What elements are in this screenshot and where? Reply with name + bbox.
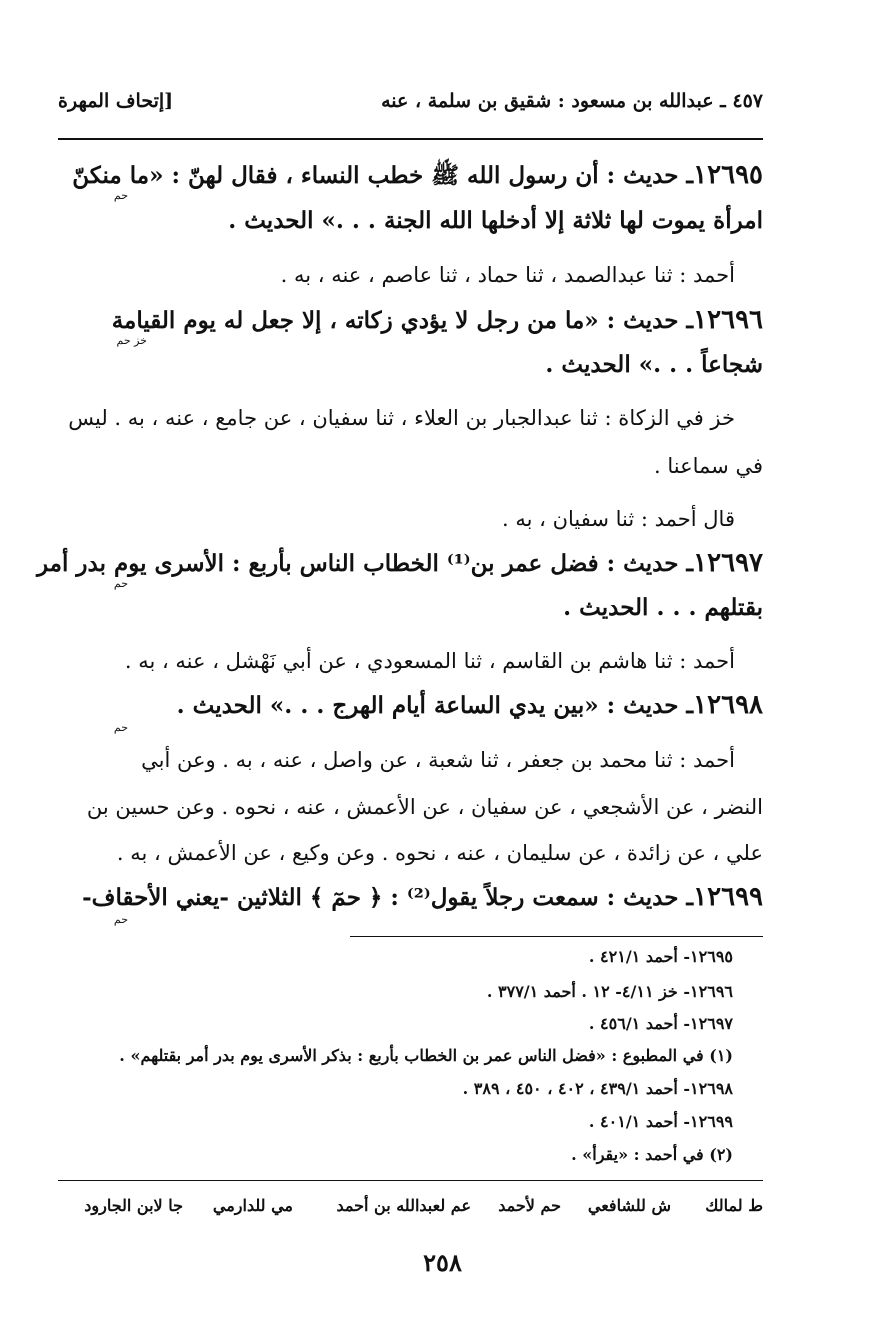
- source-symbols: خز حم: [116, 334, 147, 347]
- hadith-number: ١٢٦٩٧: [693, 548, 763, 578]
- hadith-text: ـ حديث : أن رسول الله ﷺ خطب النساء ، فقال لهنّ : «ما منكنّ: [72, 162, 694, 189]
- source-legend: [58, 1196, 763, 1226]
- hadith-text: ـ حديث : فضل عمر بن⁽¹⁾ الخطاب الناس بأربع : الأسرى يوم بدر أمر: [36, 550, 694, 577]
- legend-item: مي للدارمي: [212, 1196, 293, 1215]
- isnad-line: أحمد : ثنا عبدالصمد ، ثنا حماد ، ثنا عاصم ، عنه ، به .: [280, 263, 735, 287]
- hadith-number: ١٢٦٩٨: [693, 690, 763, 720]
- hadith-line: بقتلهم . . . الحديث .: [563, 594, 763, 621]
- hadith-number: ١٢٦٩٥: [693, 160, 763, 190]
- hadith-line: شجاعاً . . .» الحديث .: [545, 351, 763, 378]
- hadith-text: ـ حديث : سمعت رجلاً يقول⁽²⁾ : ﴿ حمٓ ﴾ الثلاثين -يعني الأحقاف-: [82, 884, 694, 911]
- isnad-line: علي ، عن زائدة ، عن سليمان ، عنه ، نحوه . وعن وكيع ، عن الأعمش ، به .: [116, 841, 763, 865]
- hadith-line: [72, 160, 763, 191]
- footnote-line: ١٢٦٩٩- أحمد ٤٠١/١ .: [588, 1112, 733, 1131]
- source-symbols: حم: [113, 189, 128, 202]
- hadith-text: ـ حديث : «ما من رجل لا يؤدي زكاته ، إلا جعل له يوم القيامة: [111, 307, 694, 334]
- source-symbols: حم: [113, 577, 128, 590]
- isnad-line: أحمد : ثنا هاشم بن القاسم ، ثنا المسعودي ، عن أبي نَهْشل ، عنه ، به .: [124, 649, 735, 673]
- running-header: [58, 90, 763, 120]
- source-symbols: حم: [113, 913, 128, 926]
- legend-item: عم لعبدالله بن أحمد: [336, 1196, 471, 1215]
- hadith-text: ـ حديث : «بين يدي الساعة أيام الهرج . . .» الحديث .: [176, 692, 694, 719]
- hadith-number: ١٢٦٩٩: [693, 882, 763, 912]
- footnote-rule: [350, 936, 763, 937]
- hadith-line: [82, 882, 763, 913]
- hadith-line: [177, 690, 763, 721]
- footnote-line: ١٢٦٩٦- خز ٤/١١- ١٢ . أحمد ٣٧٧/١ .: [486, 982, 733, 1001]
- header-book-title: [إتحاف المهرة: [58, 90, 174, 112]
- footnote-line: (١) في المطبوع : «فضل الناس عمر بن الخطاب بأربع : بذكر الأسرى يوم بدر أمر بقتلهم» .: [119, 1046, 733, 1065]
- isnad-line: أحمد : ثنا محمد بن جعفر ، ثنا شعبة ، عن واصل ، عنه ، به . وعن أبي: [141, 748, 735, 772]
- isnad-line: قال أحمد : ثنا سفيان ، به .: [502, 507, 735, 531]
- hadith-line: [37, 548, 763, 579]
- legend-item: حم لأحمد: [498, 1196, 561, 1215]
- footnote-line: ١٢٦٩٧- أحمد ٤٥٦/١ .: [588, 1014, 733, 1033]
- footnote-line: (٢) في أحمد : «يقرأ» .: [571, 1145, 733, 1164]
- isnad-line: النضر ، عن الأشجعي ، عن سفيان ، عن الأعمش ، عنه ، نحوه . وعن حسين بن: [86, 795, 763, 819]
- footnote-line: ١٢٦٩٨- أحمد ٤٣٩/١ ، ٤٠٢ ، ٤٥٠ ، ٣٨٩ .: [462, 1079, 733, 1098]
- legend-item: جا لابن الجارود: [84, 1196, 183, 1215]
- isnad-line: في سماعنا .: [654, 454, 763, 478]
- header-rule: [58, 138, 763, 140]
- header-chapter-title: ٤٥٧ ـ عبدالله بن مسعود : شقيق بن سلمة ، عنه: [381, 90, 763, 112]
- legend-rule: [58, 1180, 763, 1181]
- legend-item: ش للشافعي: [587, 1196, 671, 1215]
- legend-item: ط لمالك: [705, 1196, 763, 1215]
- footnote-line: ١٢٦٩٥- أحمد ٤٢١/١ .: [588, 947, 733, 966]
- hadith-line: امرأة يموت لها ثلاثة إلا أدخلها الله الجنة . . .» الحديث .: [228, 207, 763, 234]
- hadith-number: ١٢٦٩٦: [693, 305, 763, 335]
- isnad-line: خز في الزكاة : ثنا عبدالجبار بن العلاء ، ثنا سفيان ، عن جامع ، عنه ، به . ليس: [68, 406, 735, 430]
- source-symbols: حم: [113, 721, 128, 734]
- hadith-line: [112, 305, 763, 336]
- page-number: ٢٥٨: [423, 1248, 462, 1277]
